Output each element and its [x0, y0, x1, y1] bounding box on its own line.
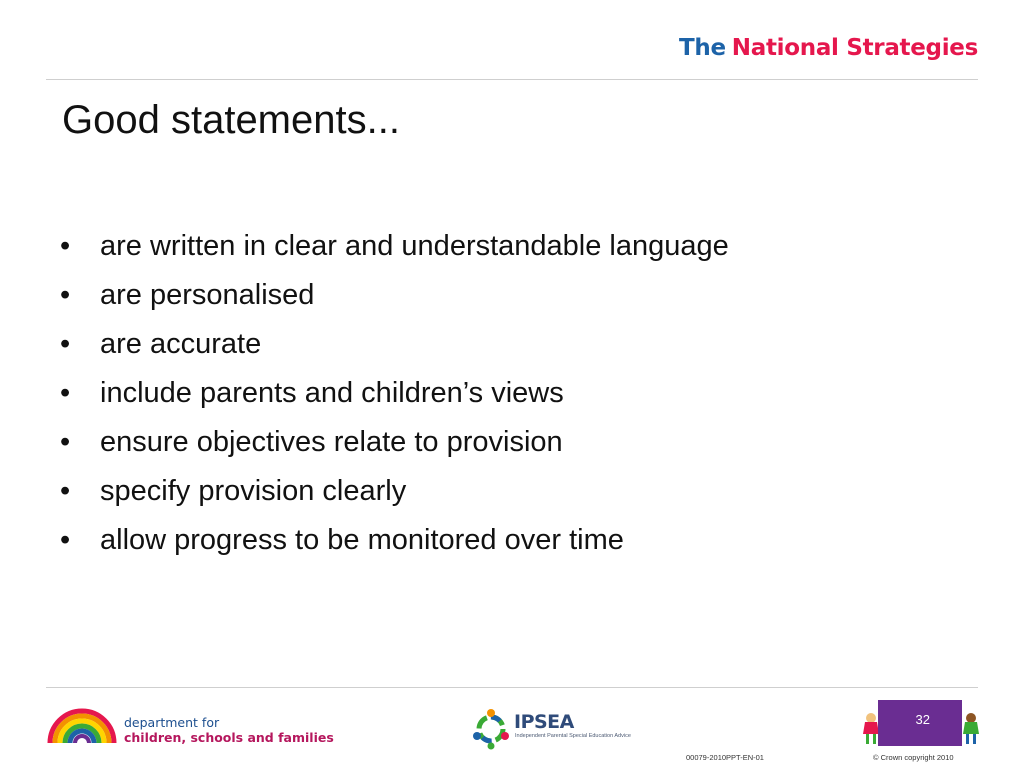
bullet-item [60, 467, 729, 516]
ipsea-tagline: Independent Parental Special Education Advice [515, 733, 631, 739]
bullet-text: allow progress to be monitored over time [100, 524, 624, 556]
ipsea-name: IPSEA [514, 711, 574, 733]
bullet-list [60, 222, 729, 565]
ipsea-logo [471, 706, 671, 750]
slide-title: Good statements... [62, 98, 400, 142]
copyright-notice: © Crown copyright 2010 [873, 753, 954, 762]
bullet-item [60, 271, 729, 320]
page-number-box [878, 700, 962, 746]
bullet-marker: • [60, 377, 71, 409]
national-strategies-logo [679, 35, 978, 61]
bullet-text: are written in clear and understandable language [100, 230, 729, 262]
document-code: 00079-2010PPT-EN-01 [686, 753, 764, 762]
brand-the: The [679, 35, 726, 61]
child-figure-icon [961, 712, 981, 746]
bullet-text: are accurate [100, 328, 262, 360]
bullet-text: specify provision clearly [100, 475, 407, 507]
bullet-marker: • [60, 426, 71, 458]
dcsf-line2: children, schools and families [124, 730, 334, 745]
header-divider [46, 79, 978, 80]
rainbow-icon [46, 708, 118, 744]
dcsf-line1: department for [124, 715, 220, 730]
bullet-marker: • [60, 328, 71, 360]
brand-name: National Strategies [731, 35, 978, 61]
bullet-item [60, 320, 729, 369]
bullet-item [60, 222, 729, 271]
footer-divider [46, 687, 978, 688]
dcsf-logo [46, 708, 334, 748]
bullet-text: are personalised [100, 279, 315, 311]
page-number: 32 [915, 712, 930, 727]
bullet-text: include parents and children’s views [100, 377, 564, 409]
bullet-marker: • [60, 475, 71, 507]
bullet-item [60, 418, 729, 467]
bullet-marker: • [60, 279, 71, 311]
bullet-marker: • [60, 230, 71, 262]
ipsea-people-icon [471, 706, 511, 750]
bullet-item [60, 516, 729, 565]
bullet-text: ensure objectives relate to provision [100, 426, 563, 458]
bullet-marker: • [60, 524, 71, 556]
bullet-item [60, 369, 729, 418]
